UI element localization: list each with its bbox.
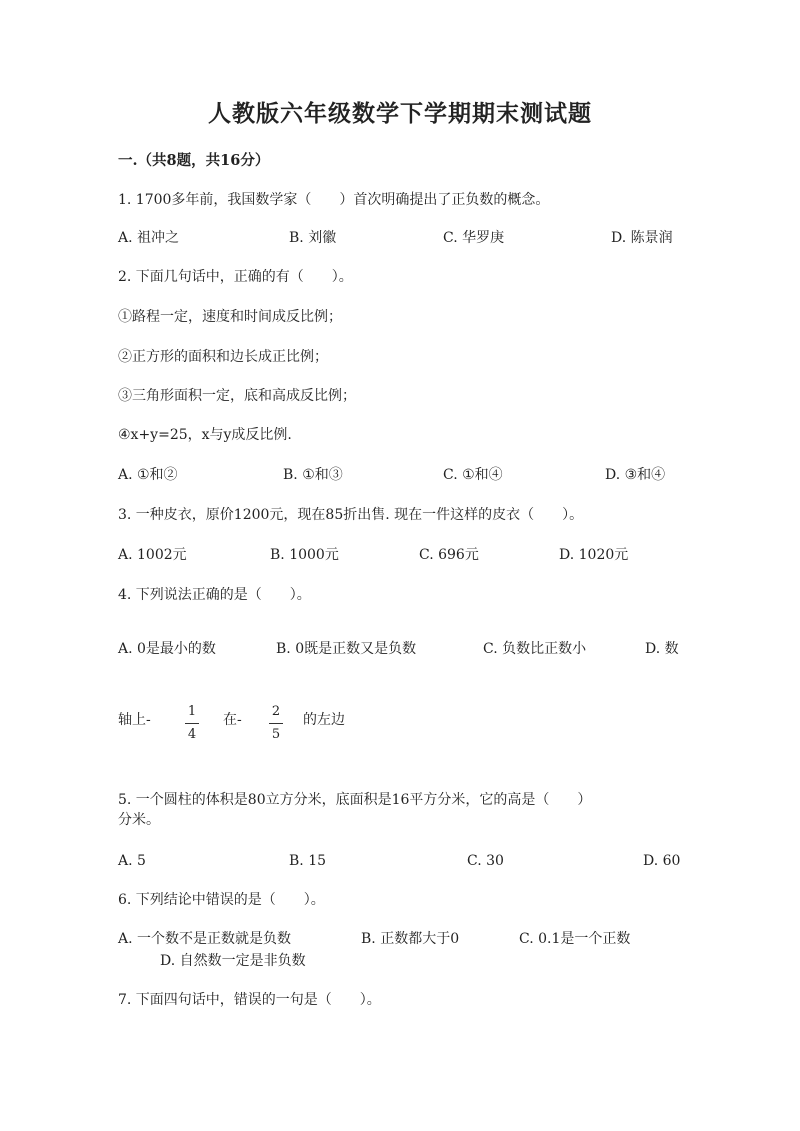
question-4-option-c: C. 负数比正数小 <box>483 641 587 657</box>
fraction-one-quarter <box>184 704 200 742</box>
question-5-option-c: C. 30 <box>467 853 504 869</box>
page-title: 人教版六年级数学下学期期末测试题 <box>208 100 592 127</box>
question-1-option-d: D. 陈景润 <box>611 230 673 246</box>
question-1-option-a: A. 祖冲之 <box>118 230 180 246</box>
question-5-option-d: D. 60 <box>643 853 681 869</box>
question-5-stem-line2: 分米。 <box>118 812 160 828</box>
question-2-option-c: C. ①和④ <box>443 467 503 483</box>
fraction-1-bar <box>185 723 199 724</box>
question-3-option-d: D. 1020元 <box>559 547 629 563</box>
question-1-option-c: C. 华罗庚 <box>443 230 505 246</box>
fraction-2-denominator: 5 <box>271 727 281 742</box>
question-4-continuation-part1: 轴上- <box>118 712 151 728</box>
question-5-option-b: B. 15 <box>289 853 327 869</box>
fraction-two-fifths <box>268 704 284 742</box>
fraction-2-bar <box>269 723 283 724</box>
question-2-option-d: D. ③和④ <box>605 467 666 483</box>
question-4-continuation-part3: 的左边 <box>303 712 345 728</box>
question-2-statement-4: ④x+y=25，x与y成反比例. <box>118 427 292 443</box>
question-6-stem: 6. 下列结论中错误的是（ ）。 <box>118 892 325 908</box>
question-2-statement-2: ②正方形的面积和边长成正比例； <box>118 349 328 365</box>
question-3-stem: 3. 一种皮衣，原价1200元，现在85折出售. 现在一件这样的皮衣（ ）。 <box>118 507 584 523</box>
question-1-stem: 1. 1700多年前，我国数学家（ ）首次明确提出了正负数的概念。 <box>118 192 550 208</box>
question-6-option-a: A. 一个数不是正数就是负数 <box>118 931 292 947</box>
fraction-2-numerator: 2 <box>271 704 281 719</box>
question-7-stem: 7. 下面四句话中，错误的一句是（ ）。 <box>118 992 381 1008</box>
question-2-statement-3: ③三角形面积一定，底和高成反比例； <box>118 388 356 404</box>
question-2-option-b: B. ①和③ <box>283 467 343 483</box>
question-5-option-a: A. 5 <box>118 853 146 869</box>
question-4-stem: 4. 下列说法正确的是（ ）。 <box>118 587 311 603</box>
question-6-option-d: D. 自然数一定是非负数 <box>160 953 306 969</box>
question-5-stem-line1: 5. 一个圆柱的体积是80立方分米，底面积是16平方分米，它的高是（ ） <box>118 792 592 808</box>
question-1-option-b: B. 刘徽 <box>289 230 337 246</box>
question-3-option-a: A. 1002元 <box>118 547 187 563</box>
question-2-statement-1: ①路程一定，速度和时间成反比例； <box>118 309 342 325</box>
question-4-option-b: B. 0既是正数又是负数 <box>276 641 417 657</box>
question-2-stem: 2. 下面几句话中，正确的有（ ）。 <box>118 269 353 285</box>
section-heading: 一.（共8题，共16分） <box>118 152 270 169</box>
fraction-1-numerator: 1 <box>187 704 197 719</box>
question-4-option-a: A. 0是最小的数 <box>118 641 216 657</box>
fraction-1-denominator: 4 <box>187 727 197 742</box>
question-4-continuation-part2: 在- <box>223 712 242 728</box>
question-6-option-b: B. 正数都大于0 <box>361 931 460 947</box>
question-3-option-c: C. 696元 <box>419 547 479 563</box>
question-2-option-a: A. ①和② <box>118 467 178 483</box>
question-4-option-d: D. 数 <box>645 641 679 657</box>
question-3-option-b: B. 1000元 <box>270 547 339 563</box>
question-6-option-c: C. 0.1是一个正数 <box>519 931 631 947</box>
